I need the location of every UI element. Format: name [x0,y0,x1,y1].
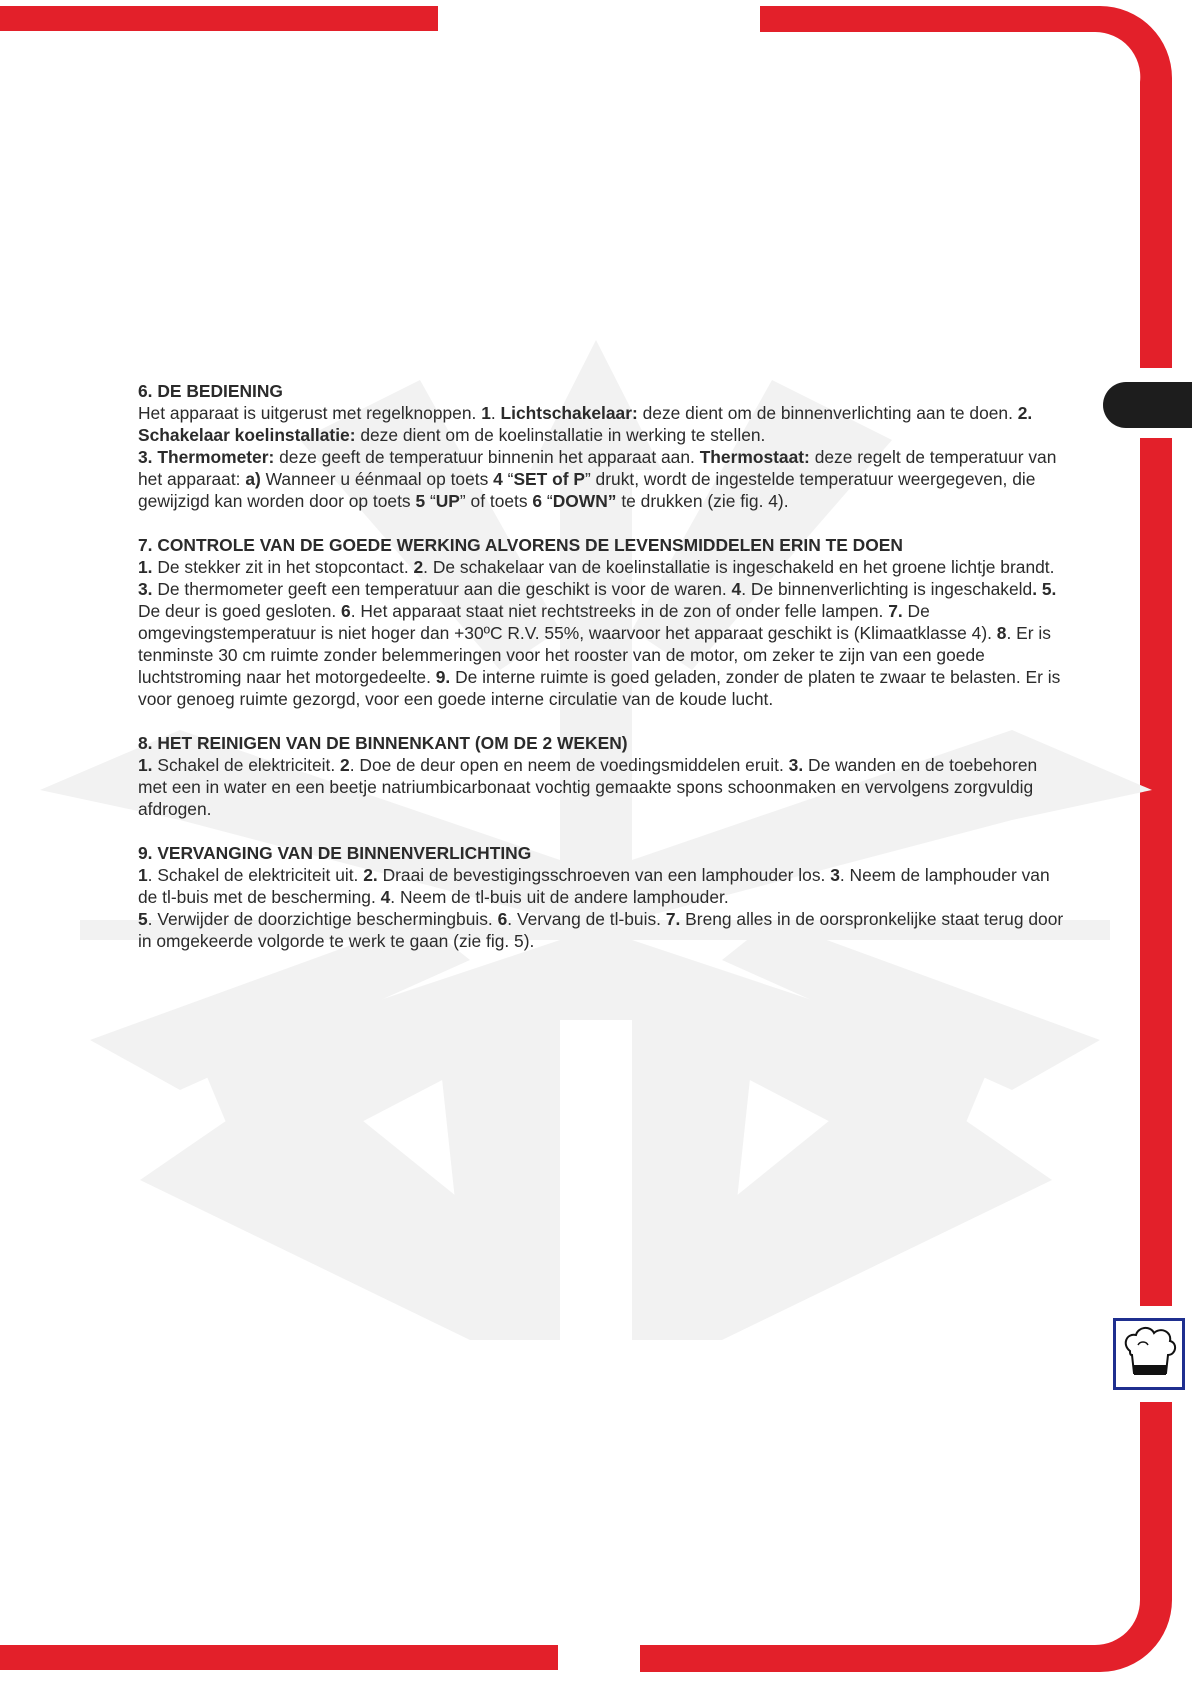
bold-run: 2. [363,865,378,885]
section [138,842,1068,952]
text-run: “ [542,491,553,511]
bold-run: 4 [493,469,503,489]
text-run: . Het apparaat staat niet rechtstreeks in de zon of onder felle lampen. [350,601,889,621]
bold-run: 7. [888,601,903,621]
text-run: De interne ruimte is goed geladen, zonder de platen te zwaar te belasten. Er is voor genoeg ruimte gezorgd, voor een goede interne circulatie van de koude lucht. [138,667,1061,709]
section [138,380,1068,512]
paragraph [138,754,1068,820]
bold-run: 3. Thermometer: [138,447,275,467]
section [138,732,1068,820]
bold-run: 1 [481,403,491,423]
bold-run: Lichtschakelaar: [500,403,638,423]
text-run: Schakel de elektriciteit. [152,755,341,775]
text-run: “ [425,491,436,511]
section-heading: 6. DE BEDIENING [138,381,283,401]
text-run: De thermometer geeft een temperatuur aan die geschikt is voor de waren. [152,579,732,599]
text-run: . Er is tenminste 30 cm ruimte zonder belemmeringen voor het rooster van de motor, om zeker te zijn van een goede luchtstroming naar het motorgedeelte. [138,623,1051,687]
bold-run: 3 [830,865,840,885]
bold-run: 3. [788,755,804,775]
text-run: Draai de bevestigingsschroeven van een lamphouder los. [377,865,831,885]
bold-run: SET of P [513,469,585,489]
bold-run: DOWN” [552,491,617,511]
bold-run: 2 [413,557,424,577]
section-heading: 8. HET REINIGEN VAN DE BINNENKANT (OM DE 2 WEKEN) [138,733,628,753]
bold-run: 1. [138,755,153,775]
text-run: deze dient om de binnenverlichting aan te doen. [637,403,1018,423]
bold-run: UP [435,491,460,511]
text-run: . Neem de tl-buis uit de andere lamphouder. [390,887,729,907]
bold-run: 2 [340,755,350,775]
frame-bottom-right-bar [640,1402,1172,1672]
section-heading: 9. VERVANGING VAN DE BINNENVERLICHTING [138,843,532,863]
text-run: ” of toets [459,491,533,511]
bold-run: 6 [497,909,508,929]
frame-bottom-left-bar [0,1645,558,1670]
bold-run: 4 [380,887,391,907]
text-run: Wanneer u éénmaal op toets [260,469,494,489]
document-body [138,380,1068,974]
bold-run: 6 [341,601,351,621]
paragraph [138,402,1068,446]
text-run: De wanden en de toebehoren met een in water en een beetje natriumbicarbonaat vochtig gemaakte spons schoonmaken en vervolgens zorgvuldig afdrogen. [138,755,1038,819]
bold-run: 8 [996,623,1007,643]
section-heading: 7. CONTROLE VAN DE GOEDE WERKING ALVORENS DE LEVENSMIDDELEN ERIN TE DOEN [138,535,903,555]
chef-hat-icon [1113,1318,1185,1390]
tab-badge [1103,382,1192,428]
text-run: . Doe de deur open en neem de voedingsmiddelen eruit. [349,755,789,775]
section [138,534,1068,710]
paragraph [138,556,1068,710]
bold-run: 5 [415,491,426,511]
text-run: De deur is goed gesloten. [138,601,342,621]
bold-run: 9. [435,667,451,687]
text-run: “ [502,469,514,489]
frame-top-left-bar [0,6,438,31]
text-run: . De schakelaar van de koelinstallatie is ingeschakeld en het groene lichtje brandt. [423,557,1055,577]
text-run: deze geeft de temperatuur binnenin het apparaat aan. [274,447,700,467]
text-run: De stekker zit in het stopcontact. [152,557,414,577]
text-run: . [490,403,501,423]
text-run: deze regelt de temperatuur van het apparaat: [138,447,1057,489]
paragraph [138,864,1068,908]
paragraph [138,908,1068,952]
bold-run: 2. Schakelaar koelinstallatie: [138,403,1033,445]
paragraph [138,446,1068,512]
bold-run: 3. [138,579,153,599]
text-run: . Vervang de tl-buis. [507,909,666,929]
bold-run: 6 [532,491,543,511]
text-run: ” drukt, wordt de ingestelde temperatuur weergegeven, die gewijzigd kan worden door op toets [138,469,1036,511]
bold-run: 5 [138,909,148,929]
bold-run: 1 [138,865,148,885]
bold-run: . 5. [1032,579,1057,599]
text-run: De omgevingstemperatuur is niet hoger dan +30ºC R.V. 55%, waarvoor het apparaat geschikt is (Klimaatklasse 4). [138,601,997,643]
bold-run: 4 [731,579,742,599]
text-run: Het apparaat is uitgerust met regelknoppen. [138,403,482,423]
bold-run: 1. [138,557,153,577]
bold-run: a) [245,469,261,489]
bold-run: Thermostaat: [699,447,810,467]
bold-run: 7. [665,909,681,929]
text-run: . De binnenverlichting is ingeschakeld [741,579,1033,599]
text-run: Breng alles in de oorspronkelijke staat terug door in omgekeerde volgorde te werk te gaan (zie fig. 5). [138,909,1064,951]
text-run: . Verwijder de doorzichtige beschermingbuis. [147,909,498,929]
text-run: . Neem de lamphouder van de tl-buis met de bescherming. [138,865,1050,907]
text-run: te drukken (zie fig. 4). [616,491,789,511]
text-run: . Schakel de elektriciteit uit. [147,865,364,885]
text-run: deze dient om de koelinstallatie in werking te stellen. [355,425,766,445]
